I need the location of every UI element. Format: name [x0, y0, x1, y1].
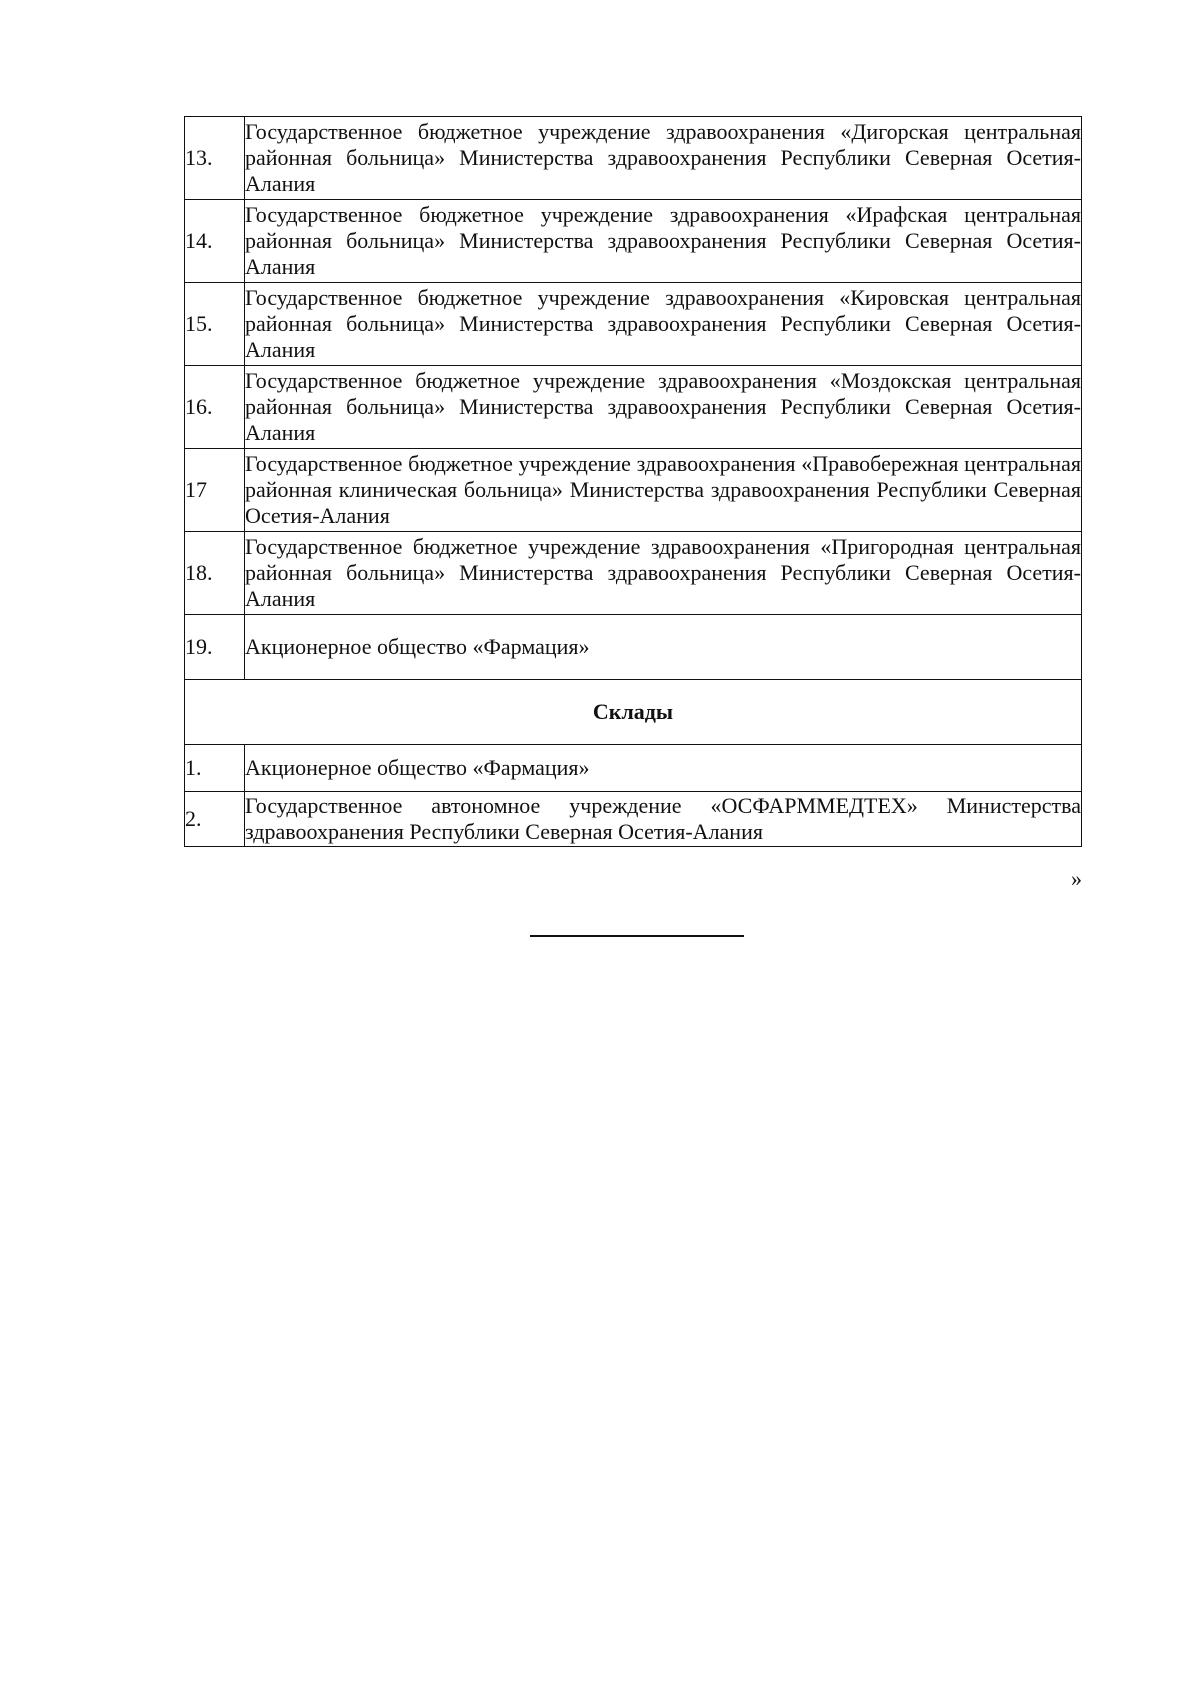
- table-row: [185, 117, 1082, 200]
- organization-name: Акционерное общество «Фармация»: [245, 745, 1082, 792]
- organization-name: Государственное бюджетное учреждение здравоохранения «Пригородная центральная районная больница» Министерства здравоохранения Республики Северная Осетия-Алания: [245, 532, 1082, 615]
- table-row: [185, 283, 1082, 366]
- table-row: [185, 366, 1082, 449]
- row-number: 2.: [185, 792, 245, 847]
- row-number: 1.: [185, 745, 245, 792]
- row-number: 16.: [185, 366, 245, 449]
- organization-name: Государственное бюджетное учреждение здравоохранения «Моздокская центральная районная больница» Министерства здравоохранения Республики Северная Осетия-Алания: [245, 366, 1082, 449]
- closing-quote: »: [1071, 866, 1082, 891]
- table-row: [185, 745, 1082, 792]
- table-row: [185, 532, 1082, 615]
- section-heading-row: [185, 680, 1082, 745]
- row-number: 19.: [185, 615, 245, 680]
- organization-name: Государственное бюджетное учреждение здравоохранения «Правобережная центральная районная клиническая больница» Министерства здравоохранения Республики Северная Осетия-Алания: [245, 449, 1082, 532]
- table-row: [185, 615, 1082, 680]
- table-row: [185, 200, 1082, 283]
- section-heading: Склады: [185, 680, 1082, 745]
- organization-name: Акционерное общество «Фармация»: [245, 615, 1082, 680]
- organization-name: Государственное бюджетное учреждение здравоохранения «Ирафская центральная районная больница» Министерства здравоохранения Республики Северная Осетия-Алания: [245, 200, 1082, 283]
- row-number: 13.: [185, 117, 245, 200]
- organization-name: Государственное бюджетное учреждение здравоохранения «Кировская центральная районная больница» Министерства здравоохранения Республики Северная Осетия-Алания: [245, 283, 1082, 366]
- organizations-table: [184, 116, 1082, 847]
- row-number: 17: [185, 449, 245, 532]
- organization-name: Государственное автономное учреждение «ОСФАРММЕДТЕХ» Министерства здравоохранения Республики Северная Осетия-Алания: [245, 792, 1082, 847]
- row-number: 18.: [185, 532, 245, 615]
- table-row: [185, 792, 1082, 847]
- horizontal-rule: [530, 935, 744, 937]
- organization-name: Государственное бюджетное учреждение здравоохранения «Дигорская центральная районная больница» Министерства здравоохранения Республики Северная Осетия-Алания: [245, 117, 1082, 200]
- row-number: 15.: [185, 283, 245, 366]
- row-number: 14.: [185, 200, 245, 283]
- table-row: [185, 449, 1082, 532]
